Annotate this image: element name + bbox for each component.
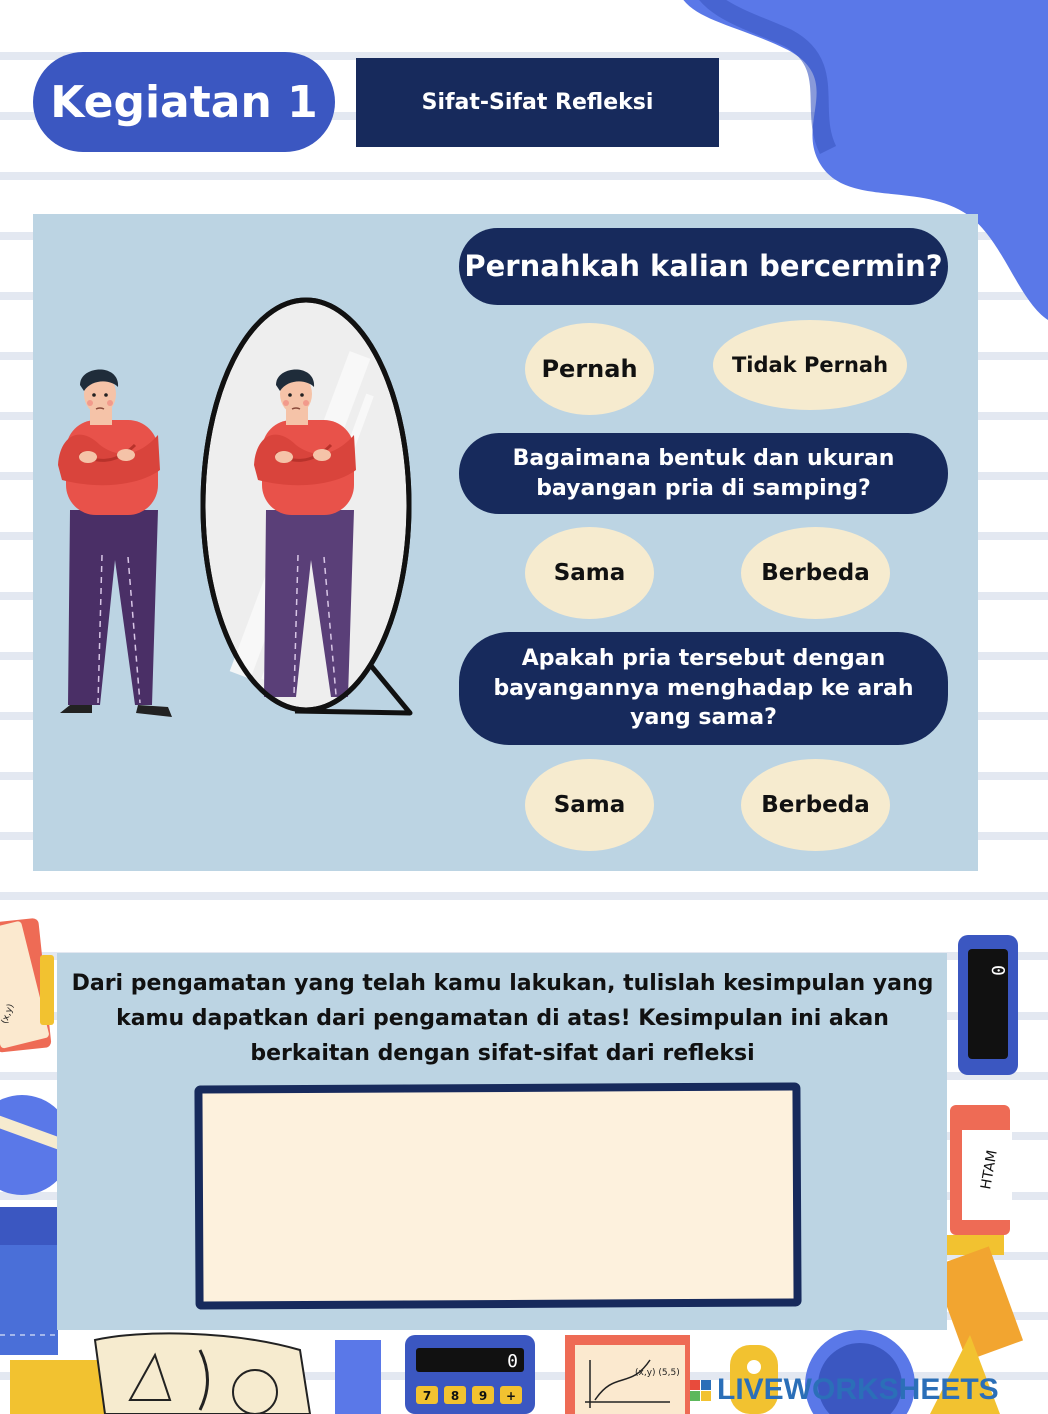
calc-key-9: 9 [478, 1389, 488, 1403]
q3-option-berbeda[interactable]: Berbeda [741, 759, 890, 851]
calculator-left-display: 0 [507, 1351, 518, 1372]
question-1: Pernahkah kalian bercermin? [459, 228, 948, 305]
q2-option-sama[interactable]: Sama [525, 527, 654, 619]
graph-note-right-text: (x,y) (5,5) [635, 1368, 680, 1378]
q1-option-tidak-pernah[interactable]: Tidak Pernah [713, 320, 907, 410]
calc-key-plus: + [505, 1389, 517, 1403]
question-3: Apakah pria tersebut dengan bayangannya menghadap ke arah yang sama? [459, 632, 948, 745]
q2-option-berbeda[interactable]: Berbeda [741, 527, 890, 619]
man-figure [58, 370, 172, 718]
man-mirror-illustration [40, 295, 420, 740]
activity-subtitle: Sifat-Sifat Refleksi [356, 58, 719, 147]
liveworksheets-logo-icon [690, 1380, 711, 1401]
graph-note-left-text: (x,y) [0, 1002, 17, 1026]
calc-key-7: 7 [422, 1389, 432, 1403]
bottom-stationery-decor [60, 1330, 690, 1414]
conclusion-prompt: Dari pengamatan yang telah kamu lakukan, tulislah kesimpulan yang kamu dapatkan dari pengamatan di atas! Kesimpulan ini akan berkaitan dengan sifat-sifat dari refleksi [71, 971, 934, 1066]
calc-key-8: 8 [450, 1389, 460, 1403]
q1-option-pernah[interactable]: Pernah [525, 323, 654, 415]
left-stationery-decor [0, 915, 62, 1414]
notebook-label: HTAM [978, 1148, 1001, 1191]
q3-option-sama[interactable]: Sama [525, 759, 654, 851]
question-2: Bagaimana bentuk dan ukuran bayangan pria di samping? [459, 433, 948, 514]
brand-text: LIVEWORKSHEETS [717, 1373, 999, 1406]
activity-title: Kegiatan 1 [33, 52, 335, 152]
conclusion-answer-field[interactable] [194, 1082, 801, 1309]
calculator-right-display: 0 [987, 965, 1008, 976]
liveworksheets-brand[interactable] [690, 1372, 999, 1408]
mirror [203, 300, 410, 713]
